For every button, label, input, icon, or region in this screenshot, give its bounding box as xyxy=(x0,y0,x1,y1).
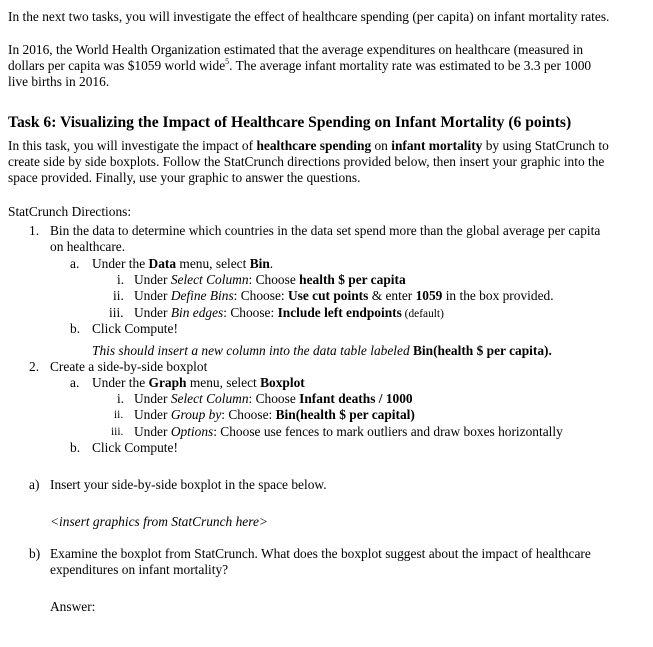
intro-paragraph-line: dollars per capita was $1059 world wide$^5$. The average infant mortality rate was estimated to be 3.3 per 1000 xyxy=(8,57,592,73)
subsubstep-text: Under Bin edges: Choose: Include left endpoints (default) xyxy=(134,305,444,320)
answer-label[interactable]: Answer: xyxy=(50,599,96,614)
subsubstep-label: ii. xyxy=(114,409,124,421)
substep-label: a. xyxy=(70,256,80,271)
task-paragraph-line: create side by side boxplots. Follow the StatCrunch directions provided below, then insert your graphic into the xyxy=(8,154,605,169)
subsubstep-label: ii. xyxy=(113,288,124,303)
intro-paragraph-line: live births in 2016. xyxy=(8,74,110,89)
step-number: 1. xyxy=(29,223,40,238)
substep-label: a. xyxy=(70,375,80,390)
footnote-marker: 5 xyxy=(225,57,230,66)
question-label: a) xyxy=(29,477,40,492)
step-text: on healthcare. xyxy=(50,239,126,254)
directions-title: StatCrunch Directions: xyxy=(8,204,132,219)
question-label: b) xyxy=(29,546,41,561)
question-text: Examine the boxplot from StatCrunch. What does the boxplot suggest about the impact of healthcare xyxy=(50,546,591,561)
graphic-placeholder[interactable]: <insert graphics from StatCrunch here> xyxy=(50,514,268,529)
task-paragraph-line: In this task, you will investigate the impact of healthcare spending on infant mortality by using StatCrunch to xyxy=(8,138,609,153)
intro-line: In the next two tasks, you will investigate the effect of healthcare spending (per capita) on infant mortality rates. xyxy=(8,9,610,24)
step-text: Create a side-by-side boxplot xyxy=(50,359,208,374)
step-number: 2. xyxy=(29,359,40,374)
substep-text: Click Compute! xyxy=(92,321,178,336)
step-note: This should insert a new column into the data table labeled Bin(health $ per capita). xyxy=(92,343,552,358)
substep-text: Under the Graph menu, select Boxplot xyxy=(92,375,305,390)
subsubstep-text: Under Group by: Choose: Bin(health $ per capital) xyxy=(134,407,415,422)
intro-paragraph-line: In 2016, the World Health Organization estimated that the average expenditures on healthcare (measured in xyxy=(8,42,584,57)
task-paragraph-line: space provided. Finally, use your graphic to answer the questions. xyxy=(8,170,361,185)
subsubstep-text: Under Options: Choose use fences to mark outliers and draw boxes horizontally xyxy=(134,424,563,439)
subsubstep-text: Under Select Column: Choose health $ per capita xyxy=(134,272,406,287)
substep-text: Click Compute! xyxy=(92,440,178,455)
subsubstep-label: iii. xyxy=(109,305,124,320)
substep-label: b. xyxy=(70,321,81,336)
substep-text: Under the Data menu, select Bin. xyxy=(92,256,274,271)
step-text: Bin the data to determine which countries in the data set spend more than the global average per capita xyxy=(50,223,601,238)
subsubstep-label: i. xyxy=(117,391,125,406)
subsubstep-text: Under Define Bins: Choose: Use cut points & enter 1059 in the box provided. xyxy=(134,288,554,303)
question-text: Insert your side-by-side boxplot in the space below. xyxy=(50,477,327,492)
subsubstep-text: Under Select Column: Choose Infant deaths / 1000 xyxy=(134,391,413,406)
substep-label: b. xyxy=(70,440,81,455)
subsubstep-label: iii. xyxy=(111,426,124,438)
task-heading: Task 6: Visualizing the Impact of Healthcare Spending on Infant Mortality (6 points) xyxy=(8,114,572,131)
question-text: expenditures on infant mortality? xyxy=(50,562,229,577)
subsubstep-label: i. xyxy=(117,272,125,287)
